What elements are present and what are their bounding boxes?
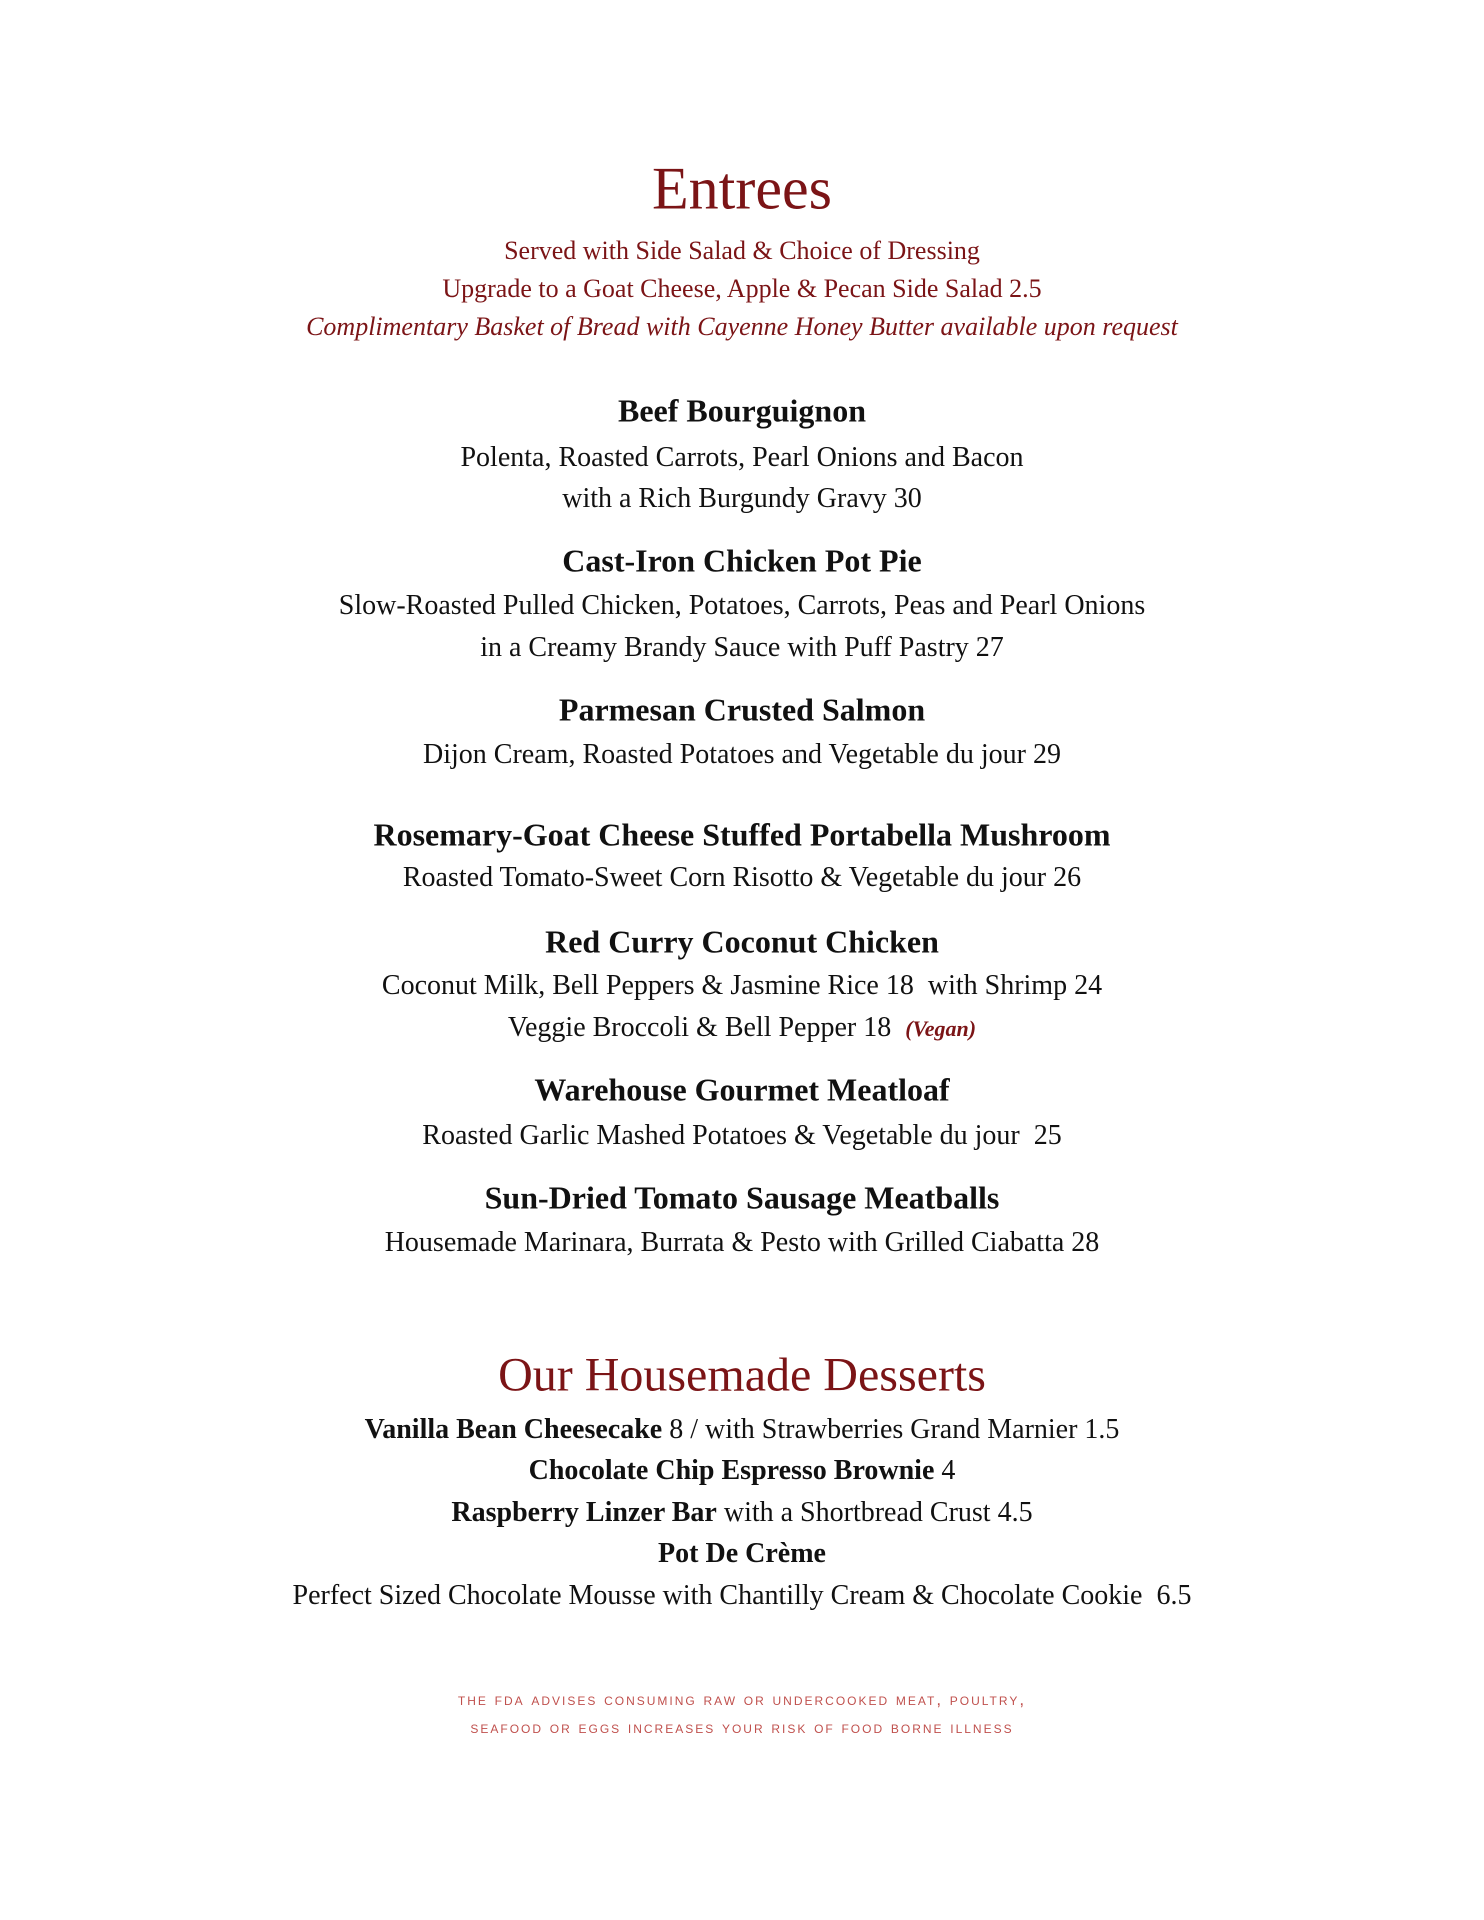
vegan-option-text: Veggie Broccoli & Bell Pepper 18: [507, 1012, 892, 1043]
dessert-item: [0, 1414, 1484, 1446]
menu-item-desc: Roasted Garlic Mashed Potatoes & Vegetable du jour 25: [422, 1120, 1062, 1151]
menu-item-desc: in a Creamy Brandy Sauce with Puff Pastry 27: [480, 632, 1004, 663]
dessert-desc: Perfect Sized Chocolate Mousse with Chantilly Cream & Chocolate Cookie 6.5: [292, 1580, 1192, 1611]
menu-item-desc: with a Rich Burgundy Gravy 30: [562, 483, 922, 514]
menu-item-desc: Housemade Marinara, Burrata & Pesto with Grilled Ciabatta 28: [384, 1227, 1100, 1258]
menu-item-title: Cast-Iron Chicken Pot Pie: [562, 542, 922, 579]
menu-item-desc: Polenta, Roasted Carrots, Pearl Onions and Bacon: [460, 442, 1024, 473]
menu-item-title: Rosemary-Goat Cheese Stuffed Portabella Mushroom: [373, 816, 1111, 853]
menu-item-title: Red Curry Coconut Chicken: [545, 923, 939, 960]
dessert-detail: 4: [934, 1455, 956, 1486]
menu-item-title: Beef Bourguignon: [617, 392, 867, 429]
menu-item-desc: Coconut Milk, Bell Peppers & Jasmine Rice 18 with Shrimp 24: [381, 970, 1103, 1001]
menu-item-title: Warehouse Gourmet Meatloaf: [534, 1071, 950, 1108]
menu-item-desc: [0, 1012, 1484, 1044]
dessert-name: Pot De Crème: [658, 1538, 826, 1569]
dessert-detail: 8 / with Strawberries Grand Marnier 1.5: [662, 1414, 1120, 1445]
dessert-item: [0, 1455, 1484, 1487]
dessert-item: [0, 1538, 1484, 1570]
dessert-detail: with a Shortbread Crust 4.5: [716, 1497, 1033, 1528]
dessert-name: Vanilla Bean Cheesecake: [364, 1414, 663, 1445]
dessert-name: Chocolate Chip Espresso Brownie: [528, 1455, 935, 1486]
disclaimer-line: seafood or eggs increases your risk of food borne illness: [470, 1718, 1014, 1737]
dessert-name: Raspberry Linzer Bar: [451, 1497, 717, 1528]
desserts-heading: Our Housemade Desserts: [498, 1348, 986, 1402]
dessert-item: [0, 1497, 1484, 1529]
disclaimer-line: the fda advises consuming raw or undercooked meat, poultry,: [457, 1690, 1027, 1709]
entrees-upgrade-note: Upgrade to a Goat Cheese, Apple & Pecan Side Salad 2.5: [442, 274, 1042, 303]
menu-item-desc: Slow-Roasted Pulled Chicken, Potatoes, Carrots, Peas and Pearl Onions: [338, 590, 1146, 621]
entrees-bread-note: Complimentary Basket of Bread with Cayenne Honey Butter available upon request: [306, 312, 1178, 341]
vegan-tag: (Vegan): [905, 1016, 977, 1041]
menu-item-desc: Dijon Cream, Roasted Potatoes and Vegetable du jour 29: [423, 739, 1061, 770]
menu-item-desc: Roasted Tomato-Sweet Corn Risotto & Vegetable du jour 26: [402, 862, 1082, 893]
menu-item-title: Parmesan Crusted Salmon: [558, 691, 926, 728]
entrees-subtitle: Served with Side Salad & Choice of Dressing: [504, 236, 980, 265]
menu-item-title: Sun-Dried Tomato Sausage Meatballs: [484, 1179, 1000, 1216]
entrees-heading: Entrees: [652, 155, 832, 222]
